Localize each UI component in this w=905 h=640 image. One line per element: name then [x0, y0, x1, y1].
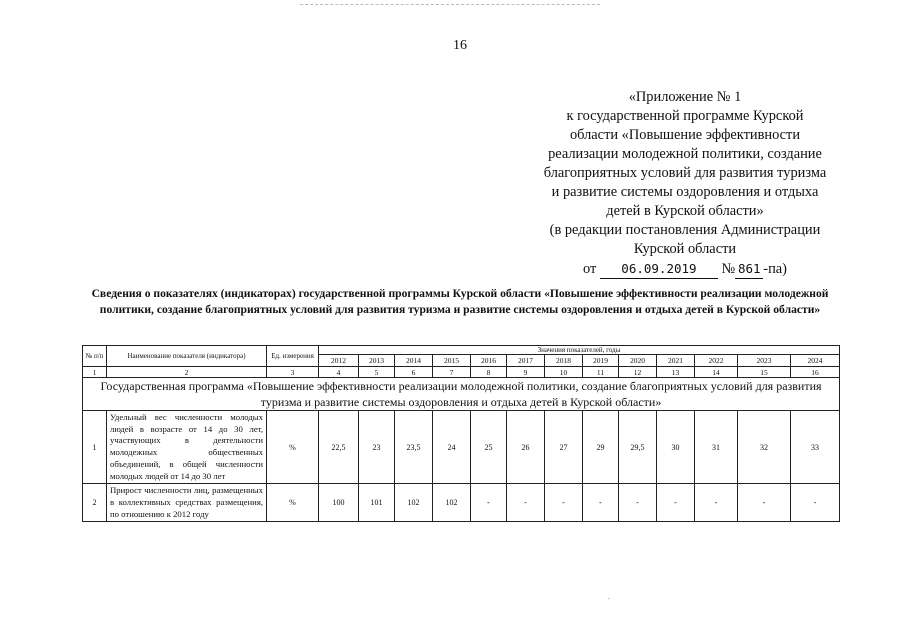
indicator-unit: % — [267, 411, 319, 484]
value-cell: - — [545, 484, 583, 522]
value-cell: - — [738, 484, 791, 522]
col-number-cell: 13 — [657, 367, 695, 378]
table-row — [83, 411, 840, 484]
program-title-row — [83, 378, 840, 411]
year-cell: 2023 — [738, 355, 791, 367]
col-number-cell: 10 — [545, 367, 583, 378]
year-cell: 2014 — [395, 355, 433, 367]
year-cell: 2013 — [359, 355, 395, 367]
year-cell: 2012 — [319, 355, 359, 367]
page-number: 16 — [453, 38, 467, 53]
value-cell: - — [583, 484, 619, 522]
value-cell: 23 — [359, 411, 395, 484]
value-cell: 27 — [545, 411, 583, 484]
column-numbers-row — [83, 367, 840, 378]
value-cell: 31 — [695, 411, 738, 484]
value-cell: 30 — [657, 411, 695, 484]
decree-date: 06.09.2019 — [600, 259, 718, 279]
number-suffix: -па) — [763, 261, 787, 277]
indicator-name: Прирост численности лиц, размещенных в коллективных средствах размещения, по отношению к 2012 году — [107, 484, 267, 522]
header-values: Значения показателей, годы — [319, 346, 840, 355]
col-number-cell: 14 — [695, 367, 738, 378]
col-number-cell: 7 — [433, 367, 471, 378]
value-cell: 32 — [738, 411, 791, 484]
col-number-cell: 3 — [267, 367, 319, 378]
year-cell: 2024 — [791, 355, 840, 367]
year-cell: 2018 — [545, 355, 583, 367]
appendix-line: области «Повышение эффективности — [569, 127, 801, 143]
appendix-block — [505, 88, 865, 279]
value-cell: 100 — [319, 484, 359, 522]
value-cell: 25 — [471, 411, 507, 484]
value-cell: - — [791, 484, 840, 522]
year-cell: 2022 — [695, 355, 738, 367]
appendix-line: «Приложение № 1 — [628, 89, 742, 105]
value-cell: - — [507, 484, 545, 522]
year-cell: 2021 — [657, 355, 695, 367]
col-number-cell: 6 — [395, 367, 433, 378]
value-cell: 22,5 — [319, 411, 359, 484]
year-cell: 2015 — [433, 355, 471, 367]
value-cell: - — [657, 484, 695, 522]
header-name: Наименование показателя (индикатора) — [107, 346, 267, 367]
value-cell: 26 — [507, 411, 545, 484]
top-scan-line — [300, 4, 600, 5]
col-number-cell: 15 — [738, 367, 791, 378]
appendix-line: Курской области — [633, 241, 737, 257]
col-number-cell: 12 — [619, 367, 657, 378]
indicators-table — [82, 345, 840, 522]
col-number-cell: 2 — [107, 367, 267, 378]
value-cell: 102 — [395, 484, 433, 522]
indicator-name: Удельный вес численности молодых людей в возрасте от 14 до 30 лет, участвующих в деятельности молодежных общественных объединений, в общей численности молодых людей от 14 до 30 лет — [107, 411, 267, 484]
col-number-cell: 4 — [319, 367, 359, 378]
value-cell: - — [619, 484, 657, 522]
appendix-line: благоприятных условий для развития туризма — [543, 165, 827, 181]
appendix-line: детей в Курской области» — [606, 203, 764, 219]
date-prefix: от — [583, 261, 597, 277]
value-cell: 29 — [583, 411, 619, 484]
value-cell: 29,5 — [619, 411, 657, 484]
indicator-unit: % — [267, 484, 319, 522]
col-number-cell: 5 — [359, 367, 395, 378]
value-cell: 24 — [433, 411, 471, 484]
value-cell: - — [695, 484, 738, 522]
row-num: 1 — [83, 411, 107, 484]
value-cell: 102 — [433, 484, 471, 522]
row-num: 2 — [83, 484, 107, 522]
decree-number: 861 — [735, 259, 763, 279]
value-cell: 101 — [359, 484, 395, 522]
appendix-date-line — [505, 259, 865, 279]
year-cell: 2016 — [471, 355, 507, 367]
number-prefix: № — [721, 261, 736, 277]
value-cell: 23,5 — [395, 411, 433, 484]
document-heading: Сведения о показателях (индикаторах) государственной программы Курской области «Повышение эффективности реализации молодежной политики, создание благоприятных условий для развития туризма и развитие системы оздоровления и отдыха детей в Курской области» — [91, 287, 829, 316]
program-title: Государственная программа «Повышение эффективности реализации молодежной политики, создание благоприятных условий для развития туризма и развитие системы оздоровления и отдыха детей в Курской области» — [83, 378, 840, 411]
col-number-cell: 1 — [83, 367, 107, 378]
appendix-line: (в редакции постановления Администрации — [549, 222, 821, 238]
year-cell: 2019 — [583, 355, 619, 367]
col-number-cell: 11 — [583, 367, 619, 378]
col-number-cell: 9 — [507, 367, 545, 378]
col-number-cell: 16 — [791, 367, 840, 378]
year-cell: 2017 — [507, 355, 545, 367]
appendix-line: реализации молодежной политики, создание — [548, 146, 822, 162]
appendix-line: к государственной программе Курской — [566, 108, 804, 124]
header-num: № п/п — [83, 346, 107, 367]
value-cell: 33 — [791, 411, 840, 484]
col-number-cell: 8 — [471, 367, 507, 378]
appendix-line: и развитие системы оздоровления и отдыха — [551, 184, 819, 200]
table-row — [83, 484, 840, 522]
footer-mark: . — [608, 592, 610, 601]
header-unit: Ед. измерения — [267, 346, 319, 367]
value-cell: - — [471, 484, 507, 522]
year-cell: 2020 — [619, 355, 657, 367]
